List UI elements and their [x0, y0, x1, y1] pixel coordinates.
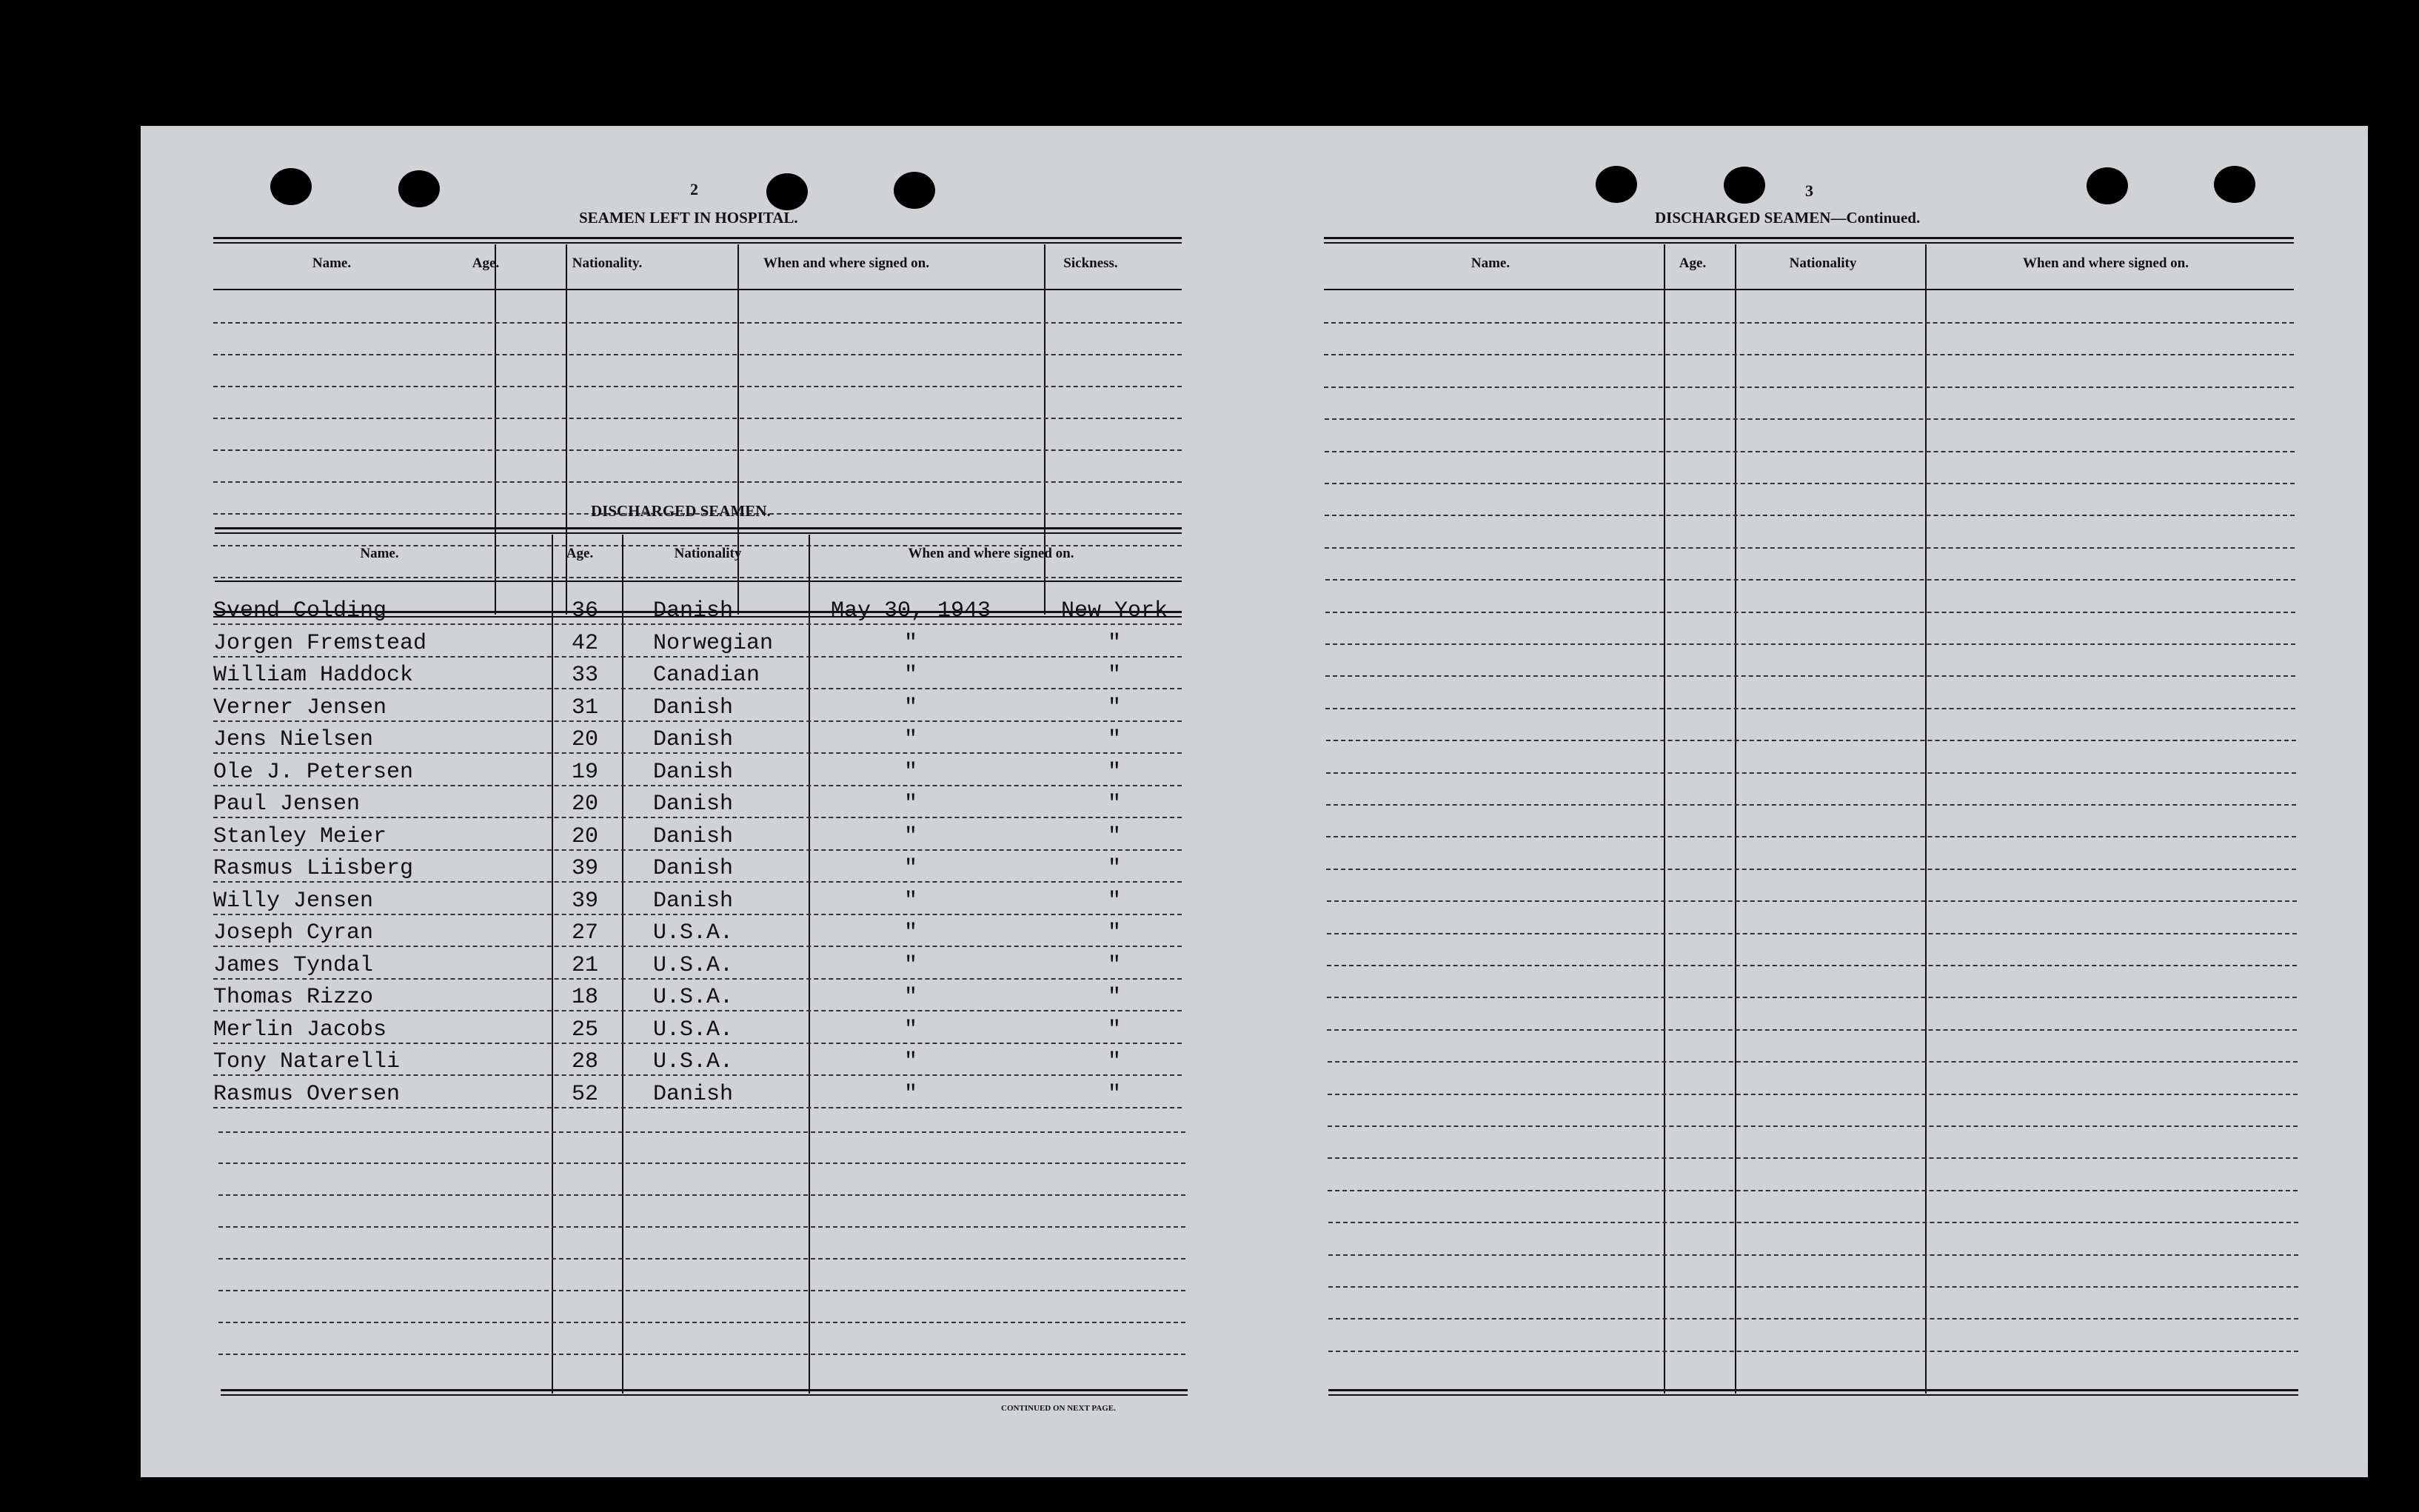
seaman-nationality: U.S.A.	[653, 1049, 734, 1074]
signed-on-place: "	[1107, 823, 1121, 849]
seaman-name: Merlin Jacobs	[213, 1017, 387, 1043]
header-rule	[213, 289, 1182, 290]
ruled-line	[218, 1194, 1185, 1196]
ruled-line	[1325, 418, 2295, 420]
ruled-line	[218, 1258, 1185, 1260]
column-divider	[1735, 244, 1736, 1394]
ruled-line	[213, 656, 1182, 658]
ruled-line	[1325, 612, 2295, 613]
seaman-name: Jens Nielsen	[213, 727, 374, 752]
signed-on-place: New York	[1060, 598, 1168, 623]
signed-on-date: "	[903, 792, 917, 817]
seaman-nationality: Danish	[653, 856, 734, 881]
col-name: Name.	[1471, 255, 1510, 271]
seaman-nationality: Danish	[653, 695, 734, 720]
signed-on-place: "	[1107, 792, 1121, 817]
ruled-line	[213, 1043, 1182, 1044]
seaman-age: 19	[571, 759, 598, 785]
header-rule	[1324, 289, 2294, 290]
signed-on-date: "	[903, 1017, 917, 1043]
ruled-line	[213, 849, 1182, 851]
ruled-line	[218, 1322, 1185, 1323]
ruled-line	[1327, 1029, 2297, 1031]
seaman-nationality: U.S.A.	[653, 985, 734, 1010]
seaman-name: William Haddock	[213, 663, 414, 688]
ruled-line	[213, 946, 1182, 947]
punch-hole	[766, 173, 808, 210]
seaman-nationality: Danish	[653, 727, 734, 752]
punch-hole	[270, 168, 312, 205]
col-age: Age.	[472, 255, 500, 271]
seaman-age: 36	[571, 598, 598, 623]
seaman-nationality: Norwegian	[653, 630, 774, 656]
ruled-line	[213, 481, 1182, 483]
seaman-name: Rasmus Liisberg	[213, 856, 414, 881]
table-rule	[1328, 1389, 2298, 1396]
ruled-line	[213, 914, 1182, 915]
signed-on-date: "	[903, 952, 917, 978]
signed-on-date: May 30, 1943	[830, 598, 991, 623]
ruled-line	[1328, 1222, 2298, 1223]
seaman-nationality: Danish	[653, 759, 734, 785]
ruled-line	[213, 720, 1182, 722]
signed-on-place: "	[1107, 856, 1121, 881]
ruled-line	[1324, 354, 2294, 355]
signed-on-date: "	[903, 727, 917, 752]
ruled-line	[213, 577, 1182, 578]
ruled-line	[213, 688, 1182, 689]
col-age: Age.	[566, 546, 594, 561]
signed-on-place: "	[1107, 663, 1121, 688]
signed-on-date: "	[903, 630, 917, 656]
seaman-age: 18	[571, 985, 598, 1010]
col-nationality: Nationality	[1789, 255, 1857, 271]
signed-on-date: "	[903, 695, 917, 720]
signed-on-place: "	[1107, 727, 1121, 752]
ruled-line	[1326, 869, 2296, 870]
seaman-age: 27	[571, 920, 598, 946]
ruled-line	[1324, 387, 2294, 388]
column-divider	[809, 535, 810, 1394]
signed-on-date: "	[903, 823, 917, 849]
continued-note: CONTINUED ON NEXT PAGE.	[1001, 1404, 1116, 1413]
signed-on-place: "	[1107, 888, 1121, 914]
ruled-line	[213, 752, 1182, 754]
seaman-age: 31	[571, 695, 598, 720]
seaman-nationality: Canadian	[653, 663, 760, 688]
signed-on-date: "	[903, 1081, 917, 1107]
column-divider	[1925, 244, 1927, 1394]
ruled-line	[1328, 1351, 2298, 1352]
page-left	[141, 126, 1254, 1477]
seaman-nationality: U.S.A.	[653, 1017, 734, 1043]
ruled-line	[1327, 965, 2297, 966]
ruled-line	[213, 881, 1182, 883]
ruled-line	[218, 1163, 1185, 1164]
seaman-nationality: Danish	[653, 1081, 734, 1107]
signed-on-place: "	[1107, 630, 1121, 656]
signed-on-date: "	[903, 920, 917, 946]
signed-on-date: "	[903, 985, 917, 1010]
ruled-line	[218, 1354, 1185, 1355]
punch-hole	[1724, 167, 1765, 204]
ruled-line	[1327, 900, 2297, 902]
column-divider	[622, 535, 623, 1394]
seaman-age: 21	[571, 952, 598, 978]
ruled-line	[213, 1010, 1182, 1011]
col-name: Name.	[360, 546, 399, 561]
seaman-name: Ole J. Petersen	[213, 759, 414, 785]
seaman-name: Joseph Cyran	[213, 920, 374, 946]
seaman-name: Thomas Rizzo	[213, 985, 374, 1010]
seaman-age: 20	[571, 727, 598, 752]
ruled-line	[213, 978, 1182, 980]
signed-on-place: "	[1107, 920, 1121, 946]
seaman-name: Willy Jensen	[213, 888, 374, 914]
signed-on-place: "	[1107, 695, 1121, 720]
ruled-line	[1325, 675, 2295, 677]
seaman-nationality: Danish	[653, 598, 734, 623]
table-rule	[213, 237, 1182, 244]
ruled-line	[213, 1107, 1182, 1108]
col-when-where: When and where signed on.	[763, 255, 929, 271]
ruled-line	[213, 1074, 1182, 1076]
ruled-line	[1326, 772, 2296, 774]
seaman-age: 20	[571, 823, 598, 849]
seaman-name: Jorgen Fremstead	[213, 630, 427, 656]
ruled-line	[1325, 515, 2295, 516]
ruled-line	[1328, 1094, 2298, 1095]
signed-on-place: "	[1107, 759, 1121, 785]
punch-hole	[2087, 167, 2128, 204]
page-right	[1254, 126, 2368, 1477]
seaman-age: 39	[571, 856, 598, 881]
col-name: Name.	[312, 255, 352, 271]
col-when-where: When and where signed on.	[908, 546, 1074, 561]
signed-on-date: "	[903, 663, 917, 688]
seaman-age: 25	[571, 1017, 598, 1043]
col-sickness: Sickness.	[1063, 255, 1118, 271]
col-nationality: Nationality.	[572, 255, 643, 271]
ruled-line	[213, 817, 1182, 818]
table-rule	[215, 527, 1182, 534]
ruled-line	[1326, 740, 2296, 741]
ruled-line	[213, 386, 1182, 387]
signed-on-date: "	[903, 759, 917, 785]
ruled-line	[213, 449, 1182, 451]
seaman-name: Tony Natarelli	[213, 1049, 401, 1074]
signed-on-place: "	[1107, 1049, 1121, 1074]
seaman-name: Stanley Meier	[213, 823, 387, 849]
ruled-line	[1325, 451, 2295, 452]
ruled-line	[218, 1226, 1185, 1228]
signed-on-place: "	[1107, 985, 1121, 1010]
col-nationality: Nationality	[674, 546, 742, 561]
seaman-age: 42	[571, 630, 598, 656]
discharged-continued-title: DISCHARGED SEAMEN—Continued.	[1655, 209, 1921, 227]
signed-on-date: "	[903, 1049, 917, 1074]
signed-on-date: "	[903, 888, 917, 914]
table-rule	[221, 1389, 1188, 1396]
ruled-line	[1325, 579, 2295, 581]
ruled-line	[213, 354, 1182, 355]
ruled-line	[1328, 1318, 2298, 1319]
ruled-line	[1327, 933, 2297, 934]
ruled-line	[218, 1131, 1185, 1133]
ruled-line	[213, 785, 1182, 786]
ruled-line	[213, 322, 1182, 324]
seaman-nationality: Danish	[653, 792, 734, 817]
seaman-age: 52	[571, 1081, 598, 1107]
ruled-line	[1325, 708, 2295, 709]
signed-on-place: "	[1107, 952, 1121, 978]
column-divider	[1664, 244, 1665, 1394]
ruled-line	[1328, 1125, 2298, 1127]
seaman-age: 33	[571, 663, 598, 688]
seaman-name: Verner Jensen	[213, 695, 387, 720]
discharged-section-title: DISCHARGED SEAMEN.	[591, 502, 771, 520]
ruled-line	[1328, 1254, 2298, 1256]
punch-hole	[398, 170, 440, 207]
hospital-section-title: SEAMEN LEFT IN HOSPITAL.	[579, 209, 798, 227]
punch-hole	[1596, 166, 1637, 203]
seaman-nationality: Danish	[653, 823, 734, 849]
seaman-nationality: Danish	[653, 888, 734, 914]
seaman-nationality: U.S.A.	[653, 952, 734, 978]
ruled-line	[1326, 836, 2296, 837]
seaman-name: Rasmus Oversen	[213, 1081, 401, 1107]
seaman-age: 20	[571, 792, 598, 817]
signed-on-place: "	[1107, 1081, 1121, 1107]
table-rule	[1324, 237, 2294, 244]
punch-hole	[2214, 166, 2255, 203]
ruled-line	[218, 1290, 1185, 1291]
seaman-age: 39	[571, 888, 598, 914]
col-when-where: When and where signed on.	[2022, 255, 2189, 271]
ruled-line	[1324, 322, 2294, 324]
seaman-name: Svend Colding	[213, 598, 387, 623]
ruled-line	[1325, 547, 2295, 549]
ruled-line	[1328, 1190, 2298, 1191]
ruled-line	[213, 418, 1182, 419]
col-age: Age.	[1679, 255, 1707, 271]
seaman-nationality: U.S.A.	[653, 920, 734, 946]
seaman-name: Paul Jensen	[213, 792, 361, 817]
page-number: 2	[690, 180, 698, 198]
document-sheet	[141, 126, 2368, 1477]
ruled-line	[1328, 1157, 2298, 1159]
signed-on-place: "	[1107, 1017, 1121, 1043]
ruled-line	[1325, 643, 2295, 645]
ruled-line	[1325, 483, 2295, 484]
page-number: 3	[1805, 181, 1813, 200]
ruled-line	[1328, 1061, 2298, 1063]
signed-on-date: "	[903, 856, 917, 881]
seaman-age: 28	[571, 1049, 598, 1074]
punch-hole	[894, 172, 935, 209]
seaman-name: James Tyndal	[213, 952, 374, 978]
header-rule	[215, 581, 1182, 582]
ruled-line	[1328, 1286, 2298, 1288]
ruled-line	[213, 623, 1182, 625]
ruled-line	[1326, 804, 2296, 806]
ruled-line	[1327, 997, 2297, 998]
